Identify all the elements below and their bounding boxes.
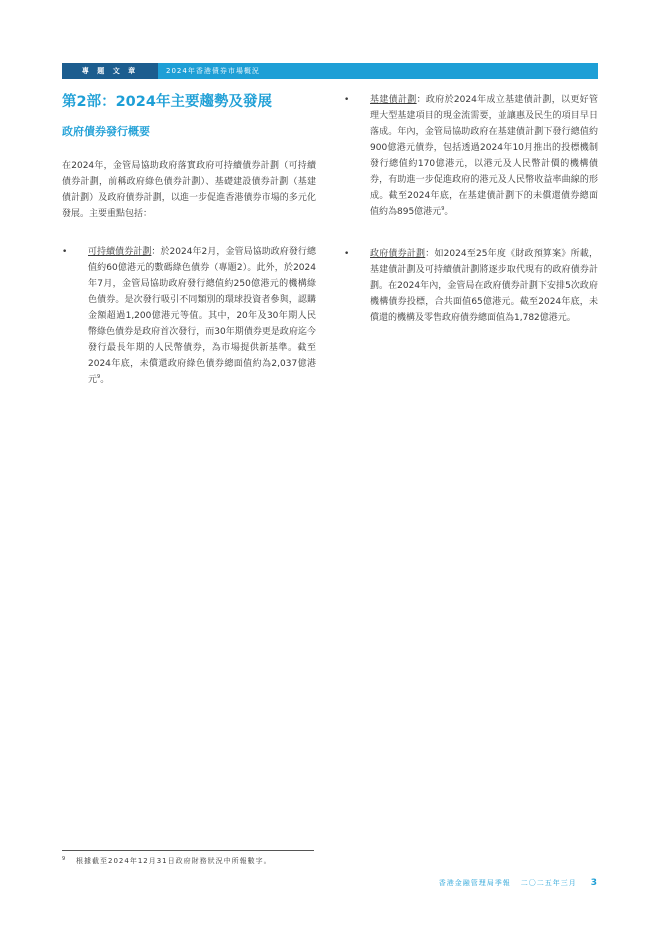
bullet-infrastructure-bond [344, 92, 598, 220]
bullet-term: 政府債券計劃 [370, 249, 426, 259]
footnote-divider [62, 850, 314, 851]
page-number: 3 [590, 878, 598, 888]
header-bar [62, 63, 598, 79]
footnote-text: 根據截至2024年12月31日政府財務狀況中所報數字。 [76, 857, 272, 865]
bullet-text [370, 246, 598, 326]
part-heading: 第2部：2024年主要趨勢及發展 [62, 94, 272, 110]
bullet-dot-icon: • [62, 247, 68, 257]
bullet-dot-icon: • [344, 95, 350, 105]
bullet-body: ：如2024至25年度《財政預算案》所載，基建債計劃及可持續債計劃將逐步取代現有的政府債券計劃。在2024年內，金管局在政府債券計劃下安排5次政府機構債券投標，合共面值65億港元。截至2024年底，未償還的機構及零售政府債券總面值為1,782億港元。 [370, 249, 598, 323]
bullet-term: 可持續債券計劃 [88, 247, 152, 257]
section-tag: 專 題 文 章 [62, 63, 158, 79]
footnote [62, 856, 272, 866]
article-title: 2024年香港債券市場概況 [158, 63, 598, 79]
footnote-ref: 9 [97, 374, 101, 380]
bullet-term: 基建債計劃 [370, 95, 417, 105]
left-column [62, 92, 316, 414]
bullet-government-bond [344, 246, 598, 326]
section-subheading: 政府債券發行概要 [62, 125, 150, 138]
footnote-ref: 9 [441, 206, 445, 212]
publication-name: 香港金融管理局季報 [438, 879, 511, 887]
bullet-sustainable-bond [62, 244, 316, 388]
intro-paragraph: 在2024年，金管局協助政府落實政府可持續債券計劃（可持續債券計劃，前稱政府綠色債券計劃）、基礎建設債券計劃（基建債計劃）及政府債券計劃，以進一步促進香港債券市場的多元化發展。主要重點包括： [62, 161, 316, 219]
bullet-text: 基建債計劃：政府於2024年成立基建債計劃，以更好管理大型基建項目的現金流需要，並讓惠及民生的項目早日落成。年內，金管局協助政府在基建債計劃下發行總值約900億港元債券，包括透過2024年10月推出的投標機制發行總值約170億港元，以港元及人民幣計價的機構債券，有助進一步促進政府的港元及人民幣收益率曲線的形成。截至2024年底，在基建債計劃下的未償還債券總面值約為895億港元$^9$。 [370, 95, 598, 217]
bullet-body: ：於2024年2月，金管局協助政府發行總值約60億港元的數碼綠色債券（專題2）。此外，於2024年7月，金管局協助政府發行總值約250億港元的機構綠色債券。是次發行吸引不同類別的環球投資者參與，認購金額超過1,200億港元等值。其中，20年及30年期人民幣綠色債券是政府首次發行，而30年期債券更是政府迄今發行最長年期的人民幣債券，為市場提供新基準。截至2024年底，未償還政府綠色債券總面值約為2,037億港元 [88, 247, 316, 385]
bullet-text: 可持續債券計劃：於2024年2月，金管局協助政府發行總值約60億港元的數碼綠色債券（專題2）。此外，於2024年7月，金管局協助政府發行總值約250億港元的機構綠色債券。是次發行吸引不同類別的環球投資者參與，認購金額超過1,200億港元等值。其中，20年及30年期人民幣綠色債券是政府首次發行，而30年期債券更是政府迄今發行最長年期的人民幣債券，為市場提供新基準。截至2024年底，未償還政府綠色債券總面值約為2,037億港元$^9$。 [88, 247, 316, 385]
publication-date: 二〇二五年三月 [520, 879, 577, 887]
page-footer [439, 878, 598, 888]
bullet-dot-icon: • [344, 249, 350, 259]
bullet-body: ：政府於2024年成立基建債計劃，以更好管理大型基建項目的現金流需要，並讓惠及民生的項目早日落成。年內，金管局協助政府在基建債計劃下發行總值約900億港元債券，包括透過2024年10月推出的投標機制發行總值約170億港元，以港元及人民幣計價的機構債券，有助進一步促進政府的港元及人民幣收益率曲線的形成。截至2024年底，在基建債計劃下的未償還債券總面值約為895億港元 [370, 95, 598, 217]
right-column [344, 92, 598, 352]
footnote-number: 9 [62, 856, 67, 862]
